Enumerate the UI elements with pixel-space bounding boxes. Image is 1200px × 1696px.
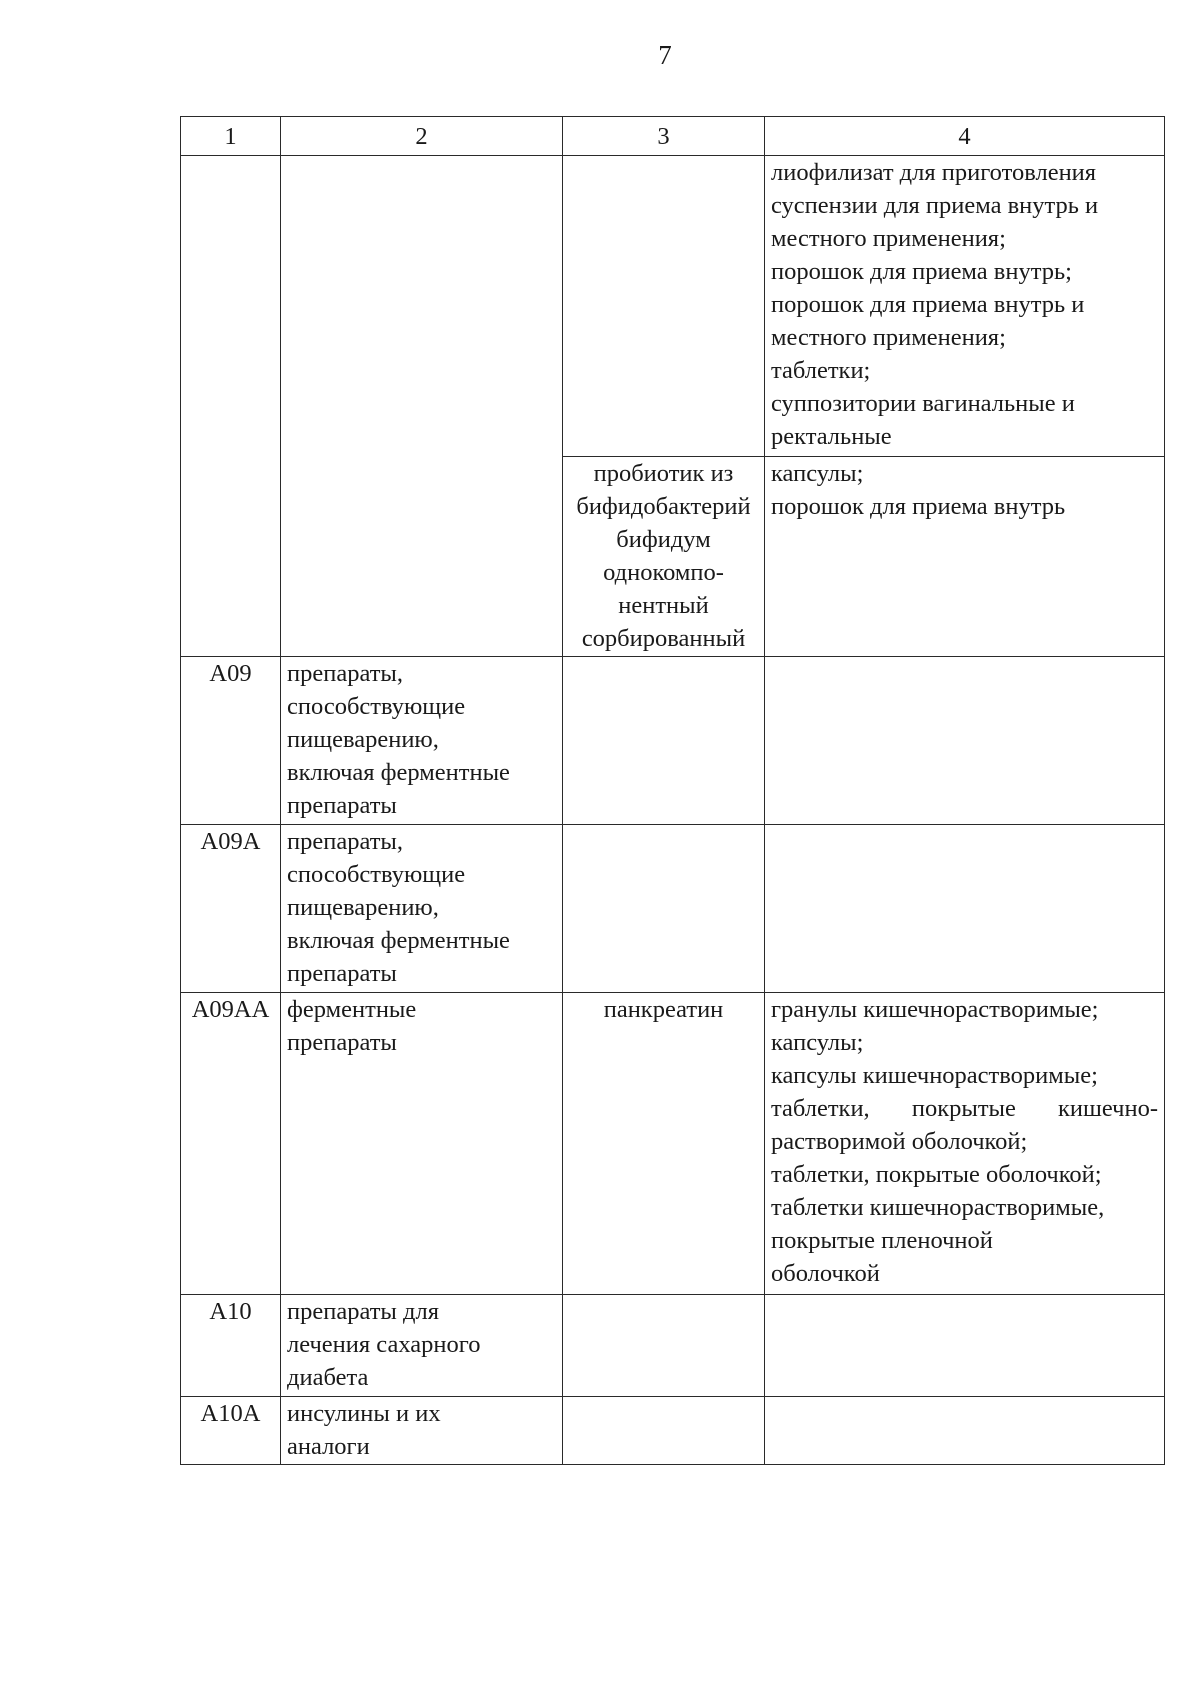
inn-line: сорбированный	[581, 625, 746, 652]
dosage-form-line: порошок для приема внутрь	[771, 493, 1066, 520]
group-name-cell	[281, 657, 563, 825]
column-header-4: 4	[765, 117, 1165, 156]
dosage-form-line: растворимой оболочкой;	[771, 1128, 1028, 1155]
dosage-forms-cell	[765, 993, 1165, 1295]
column-header-1: 1	[181, 117, 281, 156]
group-name-line: препараты,	[287, 660, 404, 687]
dosage-form-line: капсулы;	[771, 460, 864, 487]
group-name-line: препараты для	[287, 1298, 439, 1325]
atc-code-cell: A09	[181, 657, 281, 825]
atc-code-cell: A10A	[181, 1397, 281, 1465]
column-header-3: 3	[563, 117, 765, 156]
table-row	[181, 993, 1165, 1295]
inn-line: однокомпо-	[603, 559, 724, 586]
table-header-row	[181, 117, 1165, 156]
group-name-cell	[281, 825, 563, 993]
table-row	[181, 1397, 1165, 1465]
inn-cell	[563, 657, 765, 825]
dosage-form-line: таблетки, покрытые кишечно-	[771, 1095, 1158, 1122]
atc-code-cell: A10	[181, 1295, 281, 1397]
dosage-form-line: таблетки кишечнорастворимые,	[771, 1194, 1105, 1221]
dosage-forms-cell	[765, 1295, 1165, 1397]
page-number-container	[0, 40, 1200, 70]
dosage-form-line: капсулы кишечнорастворимые;	[771, 1062, 1098, 1089]
group-name-line: препараты,	[287, 828, 404, 855]
inn-line: бифидобактерий	[576, 493, 751, 520]
group-name-line: лечения сахарного	[287, 1331, 481, 1358]
inn-cell	[563, 156, 765, 457]
dosage-form-line: суппозитории вагинальные и	[771, 390, 1075, 417]
atc-code-cell: A09AA	[181, 993, 281, 1295]
inn-cell	[563, 1397, 765, 1465]
dosage-form-line: местного применения;	[771, 225, 1006, 252]
dosage-form-line: оболочкой	[771, 1260, 880, 1287]
group-name-line: пищеварению,	[287, 894, 439, 921]
group-name-line: аналоги	[287, 1433, 370, 1460]
dosage-form-line: лиофилизат для приготовления	[771, 159, 1097, 186]
group-name-line: включая ферментные	[287, 927, 510, 954]
inn-line: бифидум	[616, 526, 711, 553]
group-name-line: пищеварению,	[287, 726, 439, 753]
column-header-2: 2	[281, 117, 563, 156]
inn-cell	[563, 1295, 765, 1397]
group-name-line: инсулины и их	[287, 1400, 441, 1427]
dosage-form-line: ректальные	[771, 423, 892, 450]
dosage-forms-cell	[765, 825, 1165, 993]
table-row	[181, 1295, 1165, 1397]
dosage-form-line: капсулы;	[771, 1029, 864, 1056]
table-row	[181, 156, 1165, 457]
inn-cell	[563, 993, 765, 1295]
drug-classification-table	[180, 116, 1165, 1465]
group-name-line: способствующие	[287, 861, 466, 888]
dosage-form-line: местного применения;	[771, 324, 1006, 351]
table-row	[181, 825, 1165, 993]
dosage-form-line: гранулы кишечнорастворимые;	[771, 996, 1099, 1023]
inn-line: пробиотик из	[593, 460, 734, 487]
group-name-line: ферментные	[287, 996, 417, 1023]
page-number: 7	[658, 40, 672, 70]
dosage-forms-cell	[765, 1397, 1165, 1465]
group-name-cell	[281, 993, 563, 1295]
group-name-cell	[281, 1397, 563, 1465]
table-row	[181, 657, 1165, 825]
atc-code-cell: A09A	[181, 825, 281, 993]
group-name-line: диабета	[287, 1364, 369, 1391]
atc-code-cell	[181, 156, 281, 657]
dosage-form-line: таблетки, покрытые оболочкой;	[771, 1161, 1102, 1188]
group-name-line: способствующие	[287, 693, 466, 720]
dosage-forms-cell	[765, 657, 1165, 825]
inn-line: панкреатин	[603, 996, 724, 1023]
group-name-line: препараты	[287, 1029, 397, 1056]
dosage-form-line: порошок для приема внутрь;	[771, 258, 1072, 285]
group-name-line: включая ферментные	[287, 759, 510, 786]
dosage-forms-cell	[765, 156, 1165, 457]
dosage-form-line: суспензии для приема внутрь и	[771, 192, 1099, 219]
dosage-form-line: таблетки;	[771, 357, 871, 384]
inn-line: нентный	[618, 592, 709, 619]
group-name-cell	[281, 1295, 563, 1397]
dosage-form-line: покрытые пленочной	[771, 1227, 993, 1254]
group-name-line: препараты	[287, 792, 397, 819]
dosage-form-line: порошок для приема внутрь и	[771, 291, 1085, 318]
group-name-line: препараты	[287, 960, 397, 987]
inn-cell	[563, 457, 765, 657]
dosage-forms-cell	[765, 457, 1165, 657]
group-name-cell	[281, 156, 563, 657]
inn-cell	[563, 825, 765, 993]
